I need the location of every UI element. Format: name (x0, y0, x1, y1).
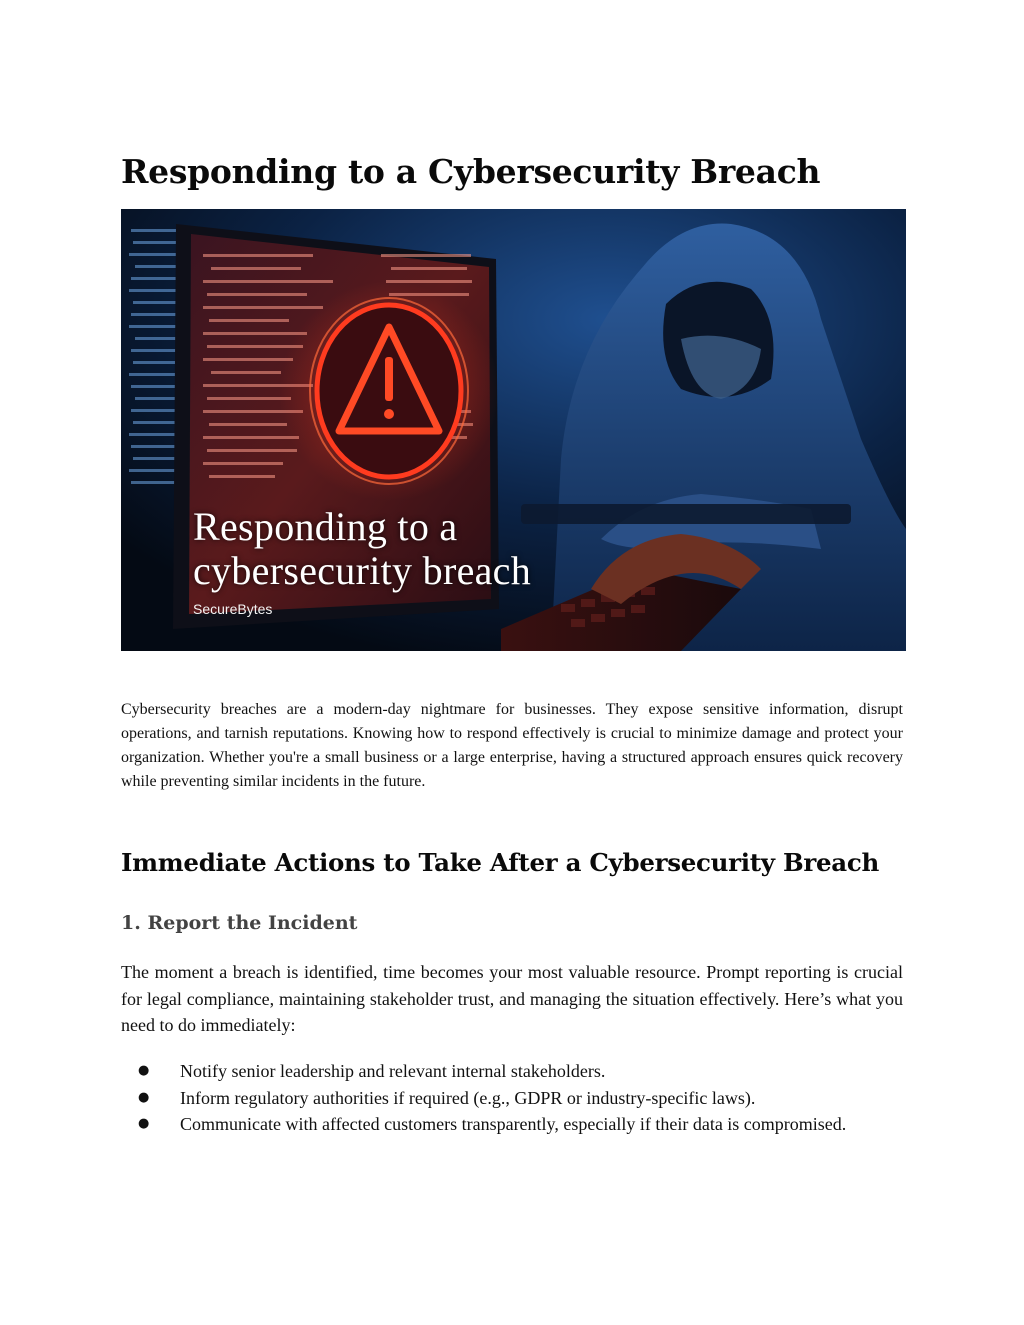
list-item-text: Inform regulatory authorities if required (e.g., GDPR or industry-specific laws). (180, 1087, 756, 1108)
hero-brand: SecureBytes (193, 601, 273, 617)
subsection-heading: 1. Report the Incident (121, 912, 358, 934)
hero-title-line-1: Responding to a (193, 504, 458, 549)
bullet-icon: ● (138, 1116, 150, 1131)
hero-overlay-title (193, 505, 753, 593)
page-title: Responding to a Cybersecurity Breach (121, 152, 821, 191)
bullet-icon: ● (138, 1089, 150, 1105)
hero-title-line-2: cybersecurity breach (193, 548, 532, 593)
section-heading: Immediate Actions to Take After a Cybersecurity Breach (121, 848, 879, 877)
list-item (121, 1058, 903, 1085)
list-item (121, 1085, 903, 1112)
intro-paragraph: Cybersecurity breaches are a modern-day nightmare for businesses. They expose sensitive information, disrupt operations, and tarnish reputations. Knowing how to respond effectively is crucial to minimize damage and protect your organization. Whether you're a small business or a large enterprise, having a structured approach ensures quick recovery while preventing similar incidents in the future. (121, 701, 903, 790)
list-item (121, 1111, 903, 1138)
list-item-text: Notify senior leadership and relevant internal stakeholders. (180, 1061, 606, 1081)
action-list (121, 1058, 903, 1138)
section-body: The moment a breach is identified, time becomes your most valuable resource. Prompt reporting is crucial for legal compliance, maintaining stakeholder trust, and managing the situation effectively. Here’s what you need to do immediately: (121, 962, 903, 1035)
list-item-text: Communicate with affected customers transparently, especially if their data is compromised. (180, 1114, 847, 1134)
hero-image (121, 209, 906, 651)
bullet-icon: ● (138, 1063, 150, 1078)
